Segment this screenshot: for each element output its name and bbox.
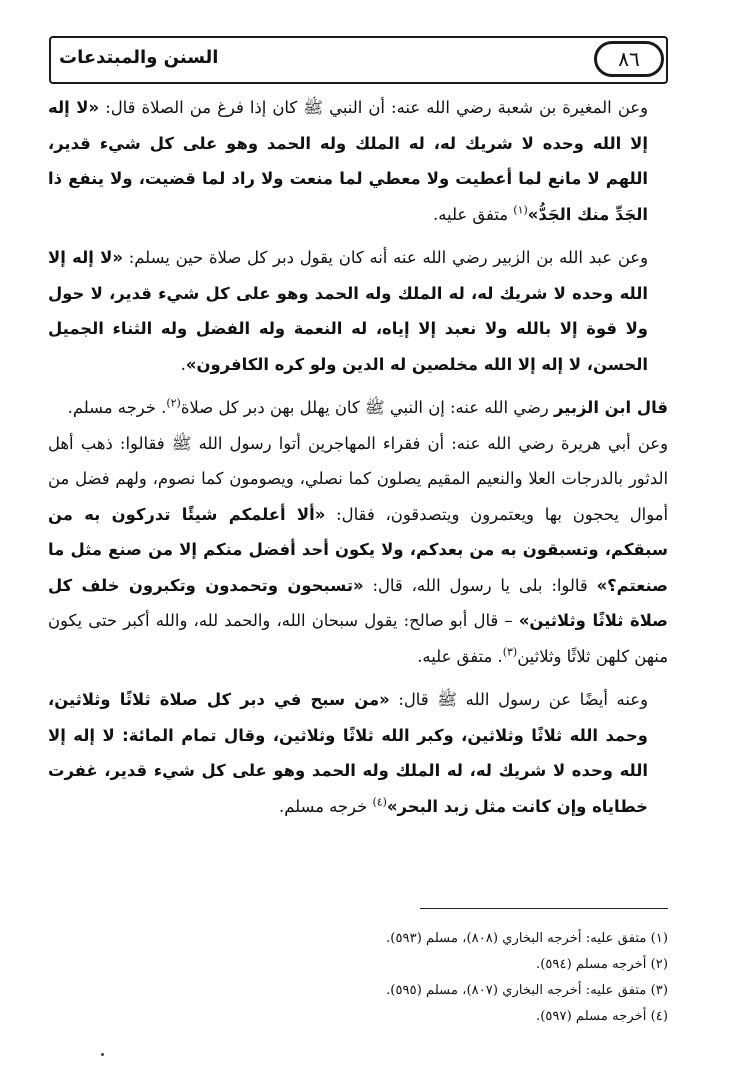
main-text bbox=[48, 90, 668, 824]
hadith-quote: «تسبحون وتحمدون وتكبرون خلف كل صلاة ثلاثًا وثلاثين» bbox=[48, 575, 668, 630]
paragraph-ibn-zubair bbox=[48, 240, 668, 382]
paragraph-tasbih bbox=[48, 682, 668, 824]
hadith-quote: «ألا أعلمكم شيئًا تدركون به من سبقكم، وتسبقون به من بعدكم، ولا يكون أحد أفضل منكم إلا من صنع مثل ما صنعتم؟» bbox=[48, 504, 668, 595]
footnote-separator bbox=[420, 908, 668, 909]
hadith-quote: «لا إله إلا الله وحده لا شريك له، له الملك وله الحمد وهو على كل شيء قدير، اللهم لا مانع لما أعطيت ولا معطي لما منعت ولا راد لما قضيت، ولا ينفع ذا الجَدِّ منك الجَدُّ» bbox=[48, 98, 648, 224]
text: . متفق عليه. bbox=[417, 646, 503, 666]
paragraph-mughira bbox=[48, 90, 668, 232]
text: – قال أبو صالح: يقول سبحان الله، والحمد لله، والله أكبر حتى يكون منهن كلهن ثلاثًا وثلاثين bbox=[48, 611, 668, 666]
text: . خرجه مسلم. bbox=[67, 398, 167, 417]
text: وعنه أيضًا عن رسول الله ﷺ قال: bbox=[389, 690, 648, 709]
hadith-quote: «من سبح في دبر كل صلاة ثلاثًا وثلاثين، وحمد الله ثلاثًا وثلاثين، وكبر الله ثلاثًا وثلاثين، وقال تمام المائة: لا إله إلا الله وحده لا شريك له، له الملك وله الحمد وهو على كل شيء قدير، غفرت خطاياه وإن كانت مثل زبد البحر» bbox=[48, 690, 648, 816]
text: وعن عبد الله بن الزبير رضي الله عنه أنه كان يقول دبر كل صلاة حين يسلم: bbox=[122, 248, 648, 267]
footnote-ref: (١) bbox=[513, 203, 528, 217]
footnote-3: (٣) متفق عليه: أخرجه البخاري (٨٠٧)، مسلم (٥٩٥). bbox=[386, 983, 668, 998]
footnote-ref: (٣) bbox=[502, 645, 518, 659]
hadith-quote: «لا إله إلا الله وحده لا شريك له، له الملك وله الحمد وهو على كل شيء قدير، لا حول ولا قوة إلا بالله ولا نعبد إلا إياه، له النعمة وله الفضل وله الثناء الجميل الحسن، لا إله إلا الله مخلصين له الدين ولو كره الكافرون» bbox=[48, 248, 648, 374]
footnote-1: (١) متفق عليه: أخرجه البخاري (٨٠٨)، مسلم (٥٩٣). bbox=[386, 931, 668, 946]
text: متفق عليه. bbox=[433, 204, 514, 224]
text-lead: قال ابن الزبير bbox=[553, 398, 668, 417]
chapter-title: السنن والمبتدعات bbox=[59, 47, 219, 68]
text: خرجه مسلم. bbox=[278, 796, 373, 816]
paragraph-abu-hurairah bbox=[48, 426, 668, 675]
footnote-ref: (٤) bbox=[372, 795, 387, 809]
paragraph-ibn-zubair-note bbox=[48, 390, 668, 426]
text: رضي الله عنه: إن النبي ﷺ كان يهلل بهن دبر كل صلاة bbox=[180, 398, 554, 417]
text: قالوا: بلى يا رسول الله، قال: bbox=[363, 575, 597, 595]
text: وعن أبي هريرة رضي الله عنه: أن فقراء المهاجرين أتوا رسول الله ﷺ فقالوا: ذهب أهل الدثور بالدرجات العلا والنعيم المقيم يصلون كما نصلي، ويصومون كما نصوم، ولهم فضل من أموال يحجون بها ويعتمرون ويتصدقون، فقال: bbox=[48, 433, 669, 524]
running-header bbox=[49, 36, 668, 84]
print-speck bbox=[101, 1053, 104, 1056]
footnote-4: (٤) أخرجه مسلم (٥٩٧). bbox=[536, 1009, 668, 1024]
text: . bbox=[180, 354, 186, 374]
footnote-2: (٢) أخرجه مسلم (٥٩٤). bbox=[536, 957, 668, 972]
footnotes bbox=[48, 926, 668, 1030]
footnote-ref: (٢) bbox=[166, 396, 181, 410]
page-number: ٨٦ bbox=[594, 41, 664, 77]
text: وعن المغيرة بن شعبة رضي الله عنه: أن النبي ﷺ كان إذا فرغ من الصلاة قال: bbox=[99, 98, 648, 117]
